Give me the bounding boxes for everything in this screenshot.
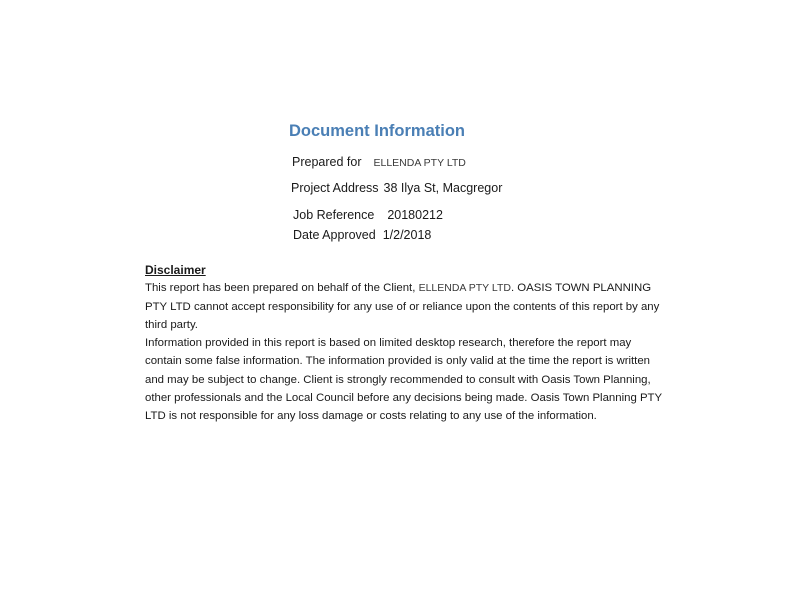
date-approved-label: Date Approved	[293, 228, 376, 242]
date-approved-value: 1/2/2018	[382, 228, 432, 242]
project-address-value: 38 Ilya St, Macgregor	[383, 181, 503, 195]
prepared-for-label: Prepared for	[292, 155, 362, 169]
prepared-for-row	[292, 155, 466, 169]
prepared-for-value: ELLENDA PTY LTD	[373, 157, 466, 169]
disclaimer-p1-text-before: This report has been prepared on behalf of the Client,	[145, 282, 419, 295]
document-info-title: Document Information	[289, 122, 465, 140]
disclaimer-paragraph-2: Information provided in this report is based on limited desktop research, therefore the report may contain some false information. The information provided is only valid at the time the report is written and may be subject to change. Client is strongly recommended to consult with Oasis Town Planning, other professionals and the Local Council before any decisions being made. Oasis Town Planning PTY LTD is not responsible for any loss damage or costs relating to any use of the information.	[145, 337, 662, 423]
date-approved-row	[293, 228, 431, 242]
job-reference-row	[293, 208, 443, 222]
disclaimer-paragraph-1	[145, 279, 665, 334]
job-reference-label: Job Reference	[293, 208, 375, 222]
disclaimer-client-name: ELLENDA PTY LTD	[418, 282, 511, 295]
project-address-row	[291, 181, 502, 195]
job-reference-value: 20180212	[387, 208, 443, 222]
disclaimer-section	[145, 261, 665, 426]
project-address-label: Project Address	[291, 181, 379, 195]
disclaimer-p1-text-after: . OASIS TOWN PLANNING PTY LTD cannot accept responsibility for any use of or reliance upon the contents of this report by any third party.	[145, 282, 660, 331]
disclaimer-heading: Disclaimer	[145, 263, 206, 277]
